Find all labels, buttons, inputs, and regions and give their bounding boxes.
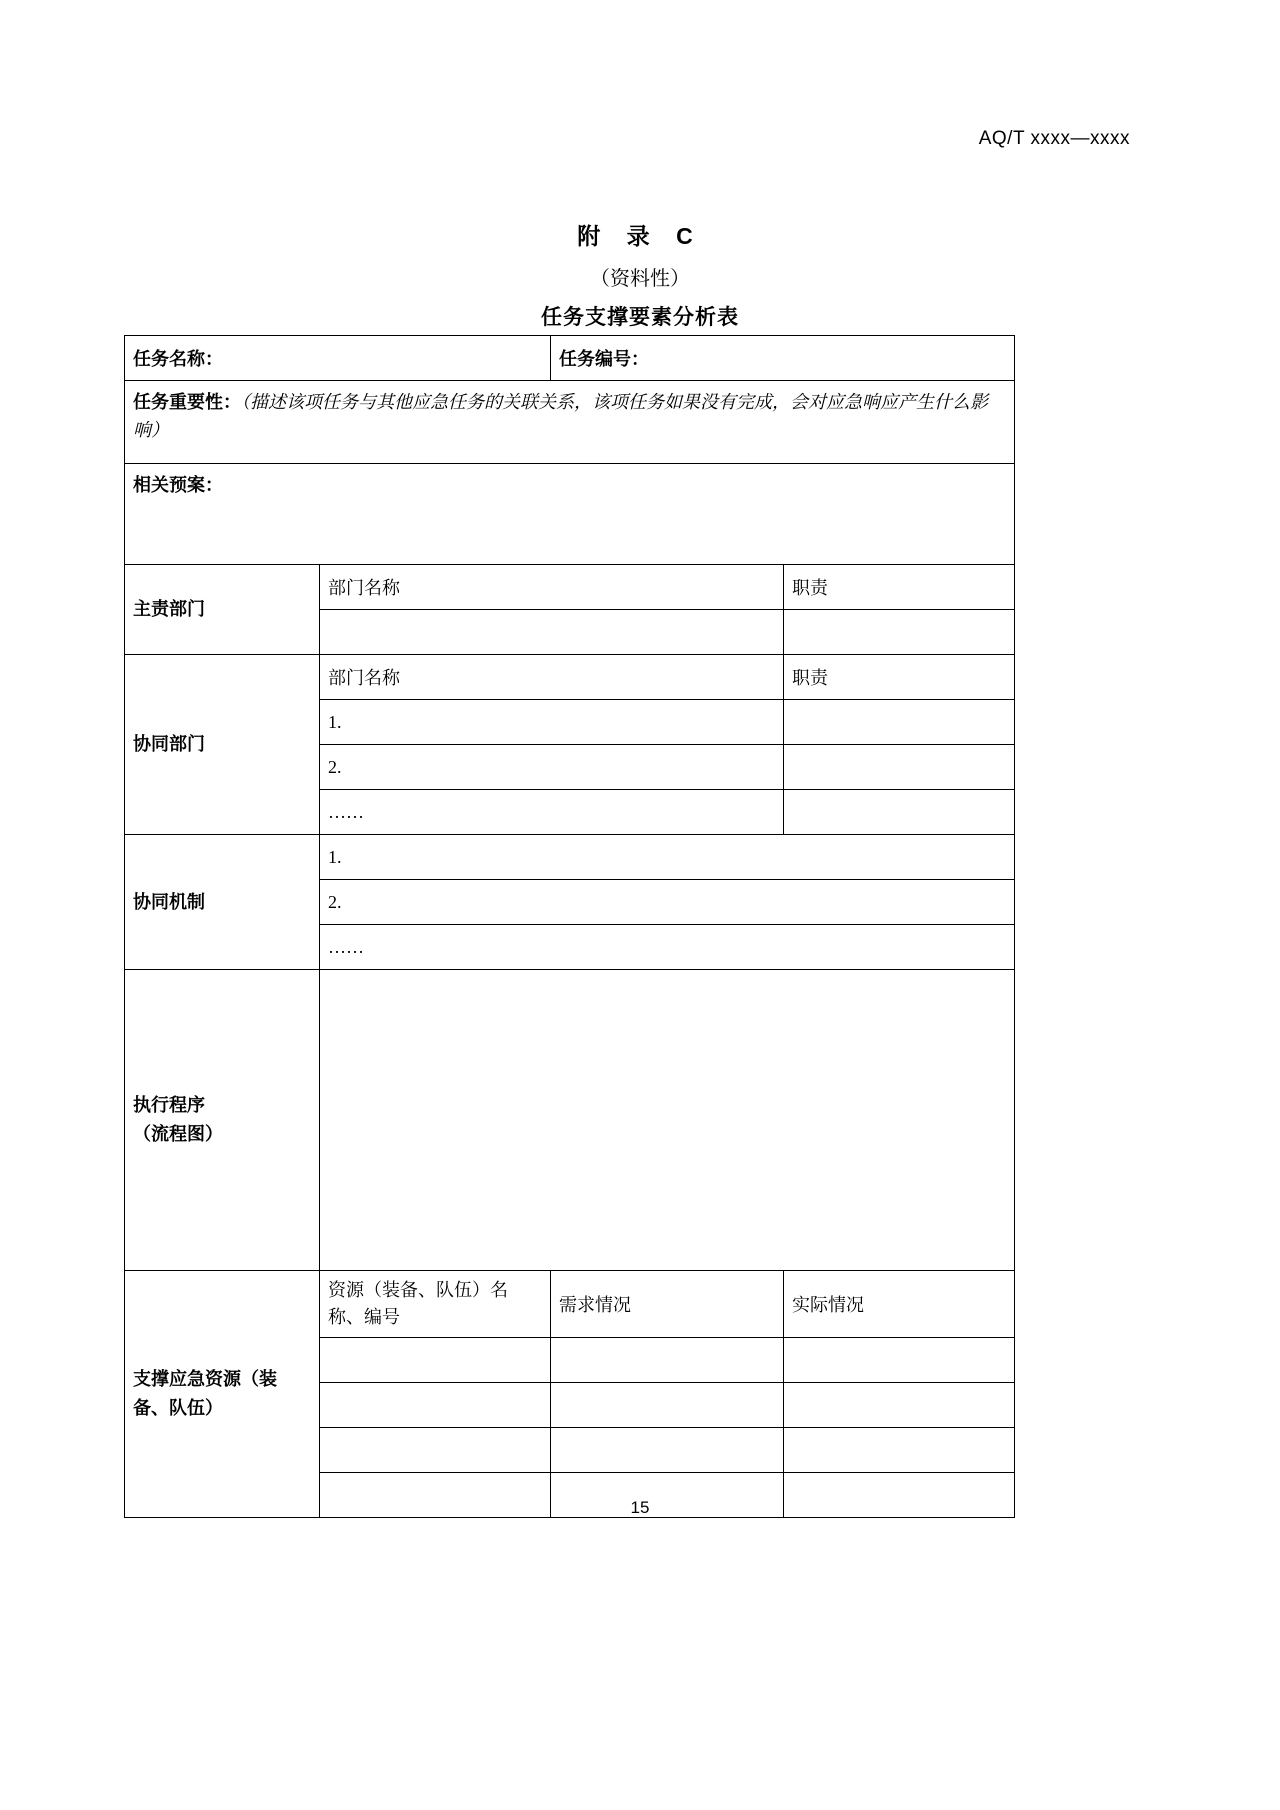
task-name-label: 任务名称： [133, 349, 223, 369]
resource-label-line1: 支撑应急资源（装 [133, 1369, 277, 1390]
coop-mechanism-item: …… [320, 925, 1015, 970]
coop-dept-label: 协同部门 [125, 655, 320, 835]
main-dept-label: 主责部门 [125, 565, 320, 655]
table-row [125, 1271, 1015, 1338]
table-row [125, 336, 1015, 381]
appendix-title: 附 录 C [577, 223, 703, 249]
table-row [125, 655, 1015, 700]
page-title: 任务支撑要素分析表 [541, 306, 739, 329]
resource-actual-value [784, 1338, 1015, 1383]
task-name-cell [125, 336, 551, 381]
task-importance-note: （描述该项任务与其他应急任务的关联关系，该项任务如果没有完成，会对应急响应产生什么影响） [133, 392, 988, 440]
main-dept-name-header: 部门名称 [320, 565, 784, 610]
procedure-label-line1: 执行程序 [133, 1095, 205, 1116]
table-row [125, 970, 1015, 1271]
procedure-label [125, 970, 320, 1271]
resource-actual-value [784, 1428, 1015, 1473]
resource-label-line2: 备、队伍） [133, 1398, 223, 1418]
coop-dept-item: 2. [320, 745, 784, 790]
coop-dept-duty-value [784, 745, 1015, 790]
resource-demand-value [551, 1383, 784, 1428]
title-block [0, 218, 1280, 331]
main-dept-name-value [320, 610, 784, 655]
standard-code-header: AQ/T xxxx—xxxx [978, 128, 1130, 149]
task-number-label: 任务编号： [559, 349, 649, 369]
table-row [125, 464, 1015, 565]
coop-dept-duty-header: 职责 [784, 655, 1015, 700]
resource-label [125, 1271, 320, 1518]
coop-dept-name-header: 部门名称 [320, 655, 784, 700]
task-importance-label: 任务重要性： [133, 392, 241, 412]
coop-mechanism-label: 协同机制 [125, 835, 320, 970]
task-importance-cell [125, 381, 1015, 464]
resource-demand-value [551, 1428, 784, 1473]
table-row [125, 381, 1015, 464]
procedure-flowchart-area [320, 970, 1015, 1271]
coop-dept-duty-value [784, 790, 1015, 835]
procedure-label-line2: （流程图） [133, 1124, 223, 1144]
resource-demand-header: 需求情况 [551, 1271, 784, 1338]
coop-mechanism-item: 2. [320, 880, 1015, 925]
coop-dept-duty-value [784, 700, 1015, 745]
resource-name-value [320, 1383, 551, 1428]
main-dept-duty-value [784, 610, 1015, 655]
table-row [125, 835, 1015, 880]
main-dept-duty-header: 职责 [784, 565, 1015, 610]
task-support-element-table [124, 335, 1015, 1518]
resource-actual-header: 实际情况 [784, 1271, 1015, 1338]
task-number-cell [551, 336, 1015, 381]
related-plan-label: 相关预案： [133, 475, 223, 495]
coop-mechanism-item: 1. [320, 835, 1015, 880]
coop-dept-item: 1. [320, 700, 784, 745]
resource-name-value [320, 1428, 551, 1473]
resource-name-value [320, 1338, 551, 1383]
coop-dept-item: …… [320, 790, 784, 835]
appendix-nature: （资料性） [590, 268, 690, 290]
resource-name-header: 资源（装备、队伍）名称、编号 [320, 1271, 551, 1338]
resource-demand-value [551, 1338, 784, 1383]
table-row [125, 565, 1015, 610]
page-number: 15 [630, 1498, 650, 1517]
resource-actual-value [784, 1383, 1015, 1428]
related-plan-cell [125, 464, 1015, 565]
